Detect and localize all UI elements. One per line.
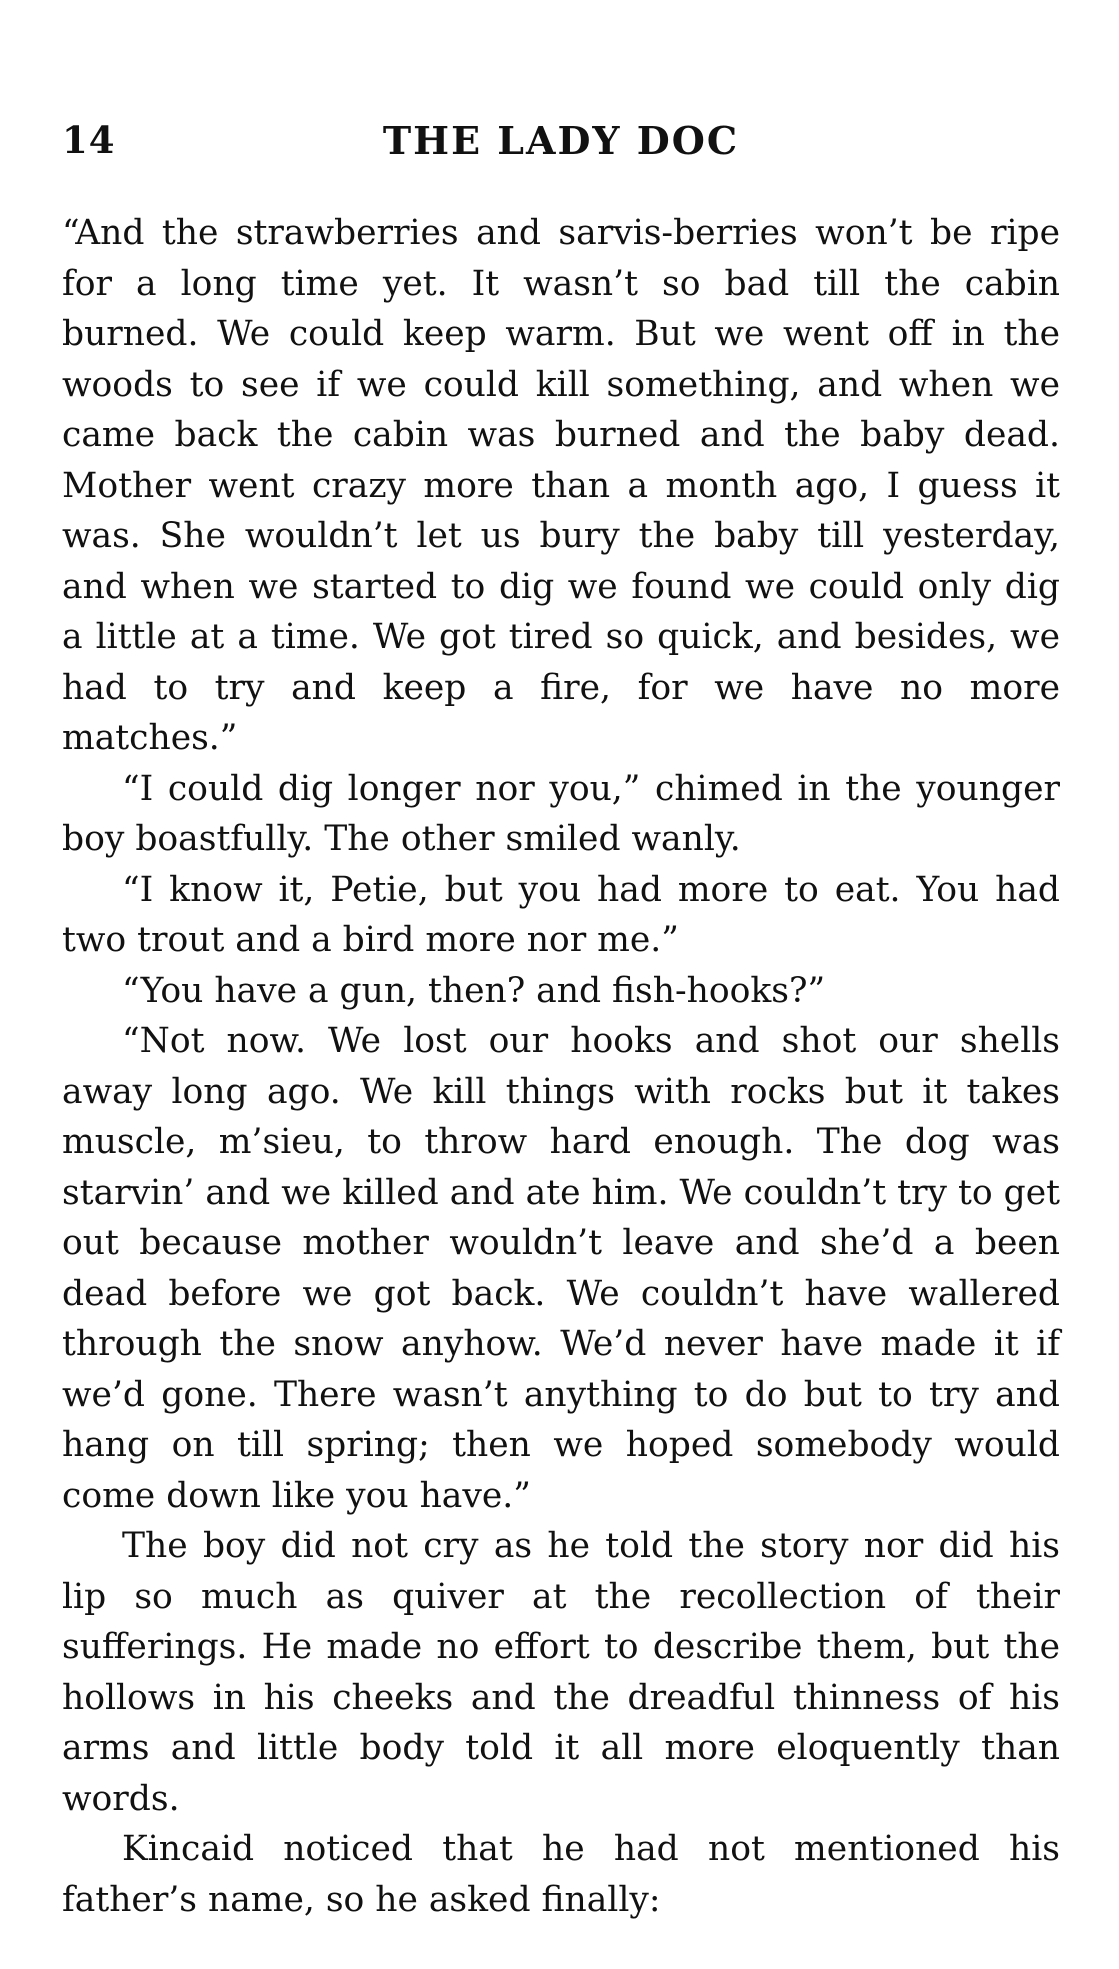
paragraph: Kincaid noticed that he had not mentioned his father’s name, so he asked finally: (62, 1829, 1060, 1920)
body-text (62, 208, 1060, 1925)
running-head: THE LADY DOC (382, 118, 740, 163)
paragraph: “You have a gun, then? and fish-hooks?” (122, 970, 826, 1011)
paragraph: “I know it, Petie, but you had more to eat. You had two trout and a bird more nor me.” (62, 869, 1060, 960)
page-header (62, 118, 1060, 168)
paragraph: “I could dig longer nor you,” chimed in the younger boy boastfully. The other smiled wanly. (62, 768, 1060, 859)
paragraph: The boy did not cry as he told the story nor did his lip so much as quiver at the recollection of their sufferings. He made no effort to describe them, but the hollows in his cheeks and the dreadful thinness of his arms and little body told it all more eloquently than words. (62, 1526, 1060, 1819)
paragraph: “Not now. We lost our hooks and shot our shells away long ago. We kill things with rocks but it takes muscle, m’sieu, to throw hard enough. The dog was starvin’ and we killed and ate him. We couldn’t try to get out because mother wouldn’t leave and she’d a been dead before we got back. We couldn’t have wallered through the snow anyhow. We’d never have made it if we’d gone. There wasn’t anything to do but to try and hang on till spring; then we hoped somebody would come down like you have.” (62, 1021, 1060, 1516)
page-number: 14 (62, 118, 116, 162)
paragraph: “And the strawberries and sarvis-berries won’t be ripe for a long time yet. It wasn’t so bad till the cabin burned. We could keep warm. But we went off in the woods to see if we could kill something, and when we came back the cabin was burned and the baby dead. Mother went crazy more than a month ago, I guess it was. She wouldn’t let us bury the baby till yesterday, and when we started to dig we found we could only dig a little at a time. We got tired so quick, and besides, we had to try and keep a fire, for we have no more matches.” (62, 213, 1060, 758)
